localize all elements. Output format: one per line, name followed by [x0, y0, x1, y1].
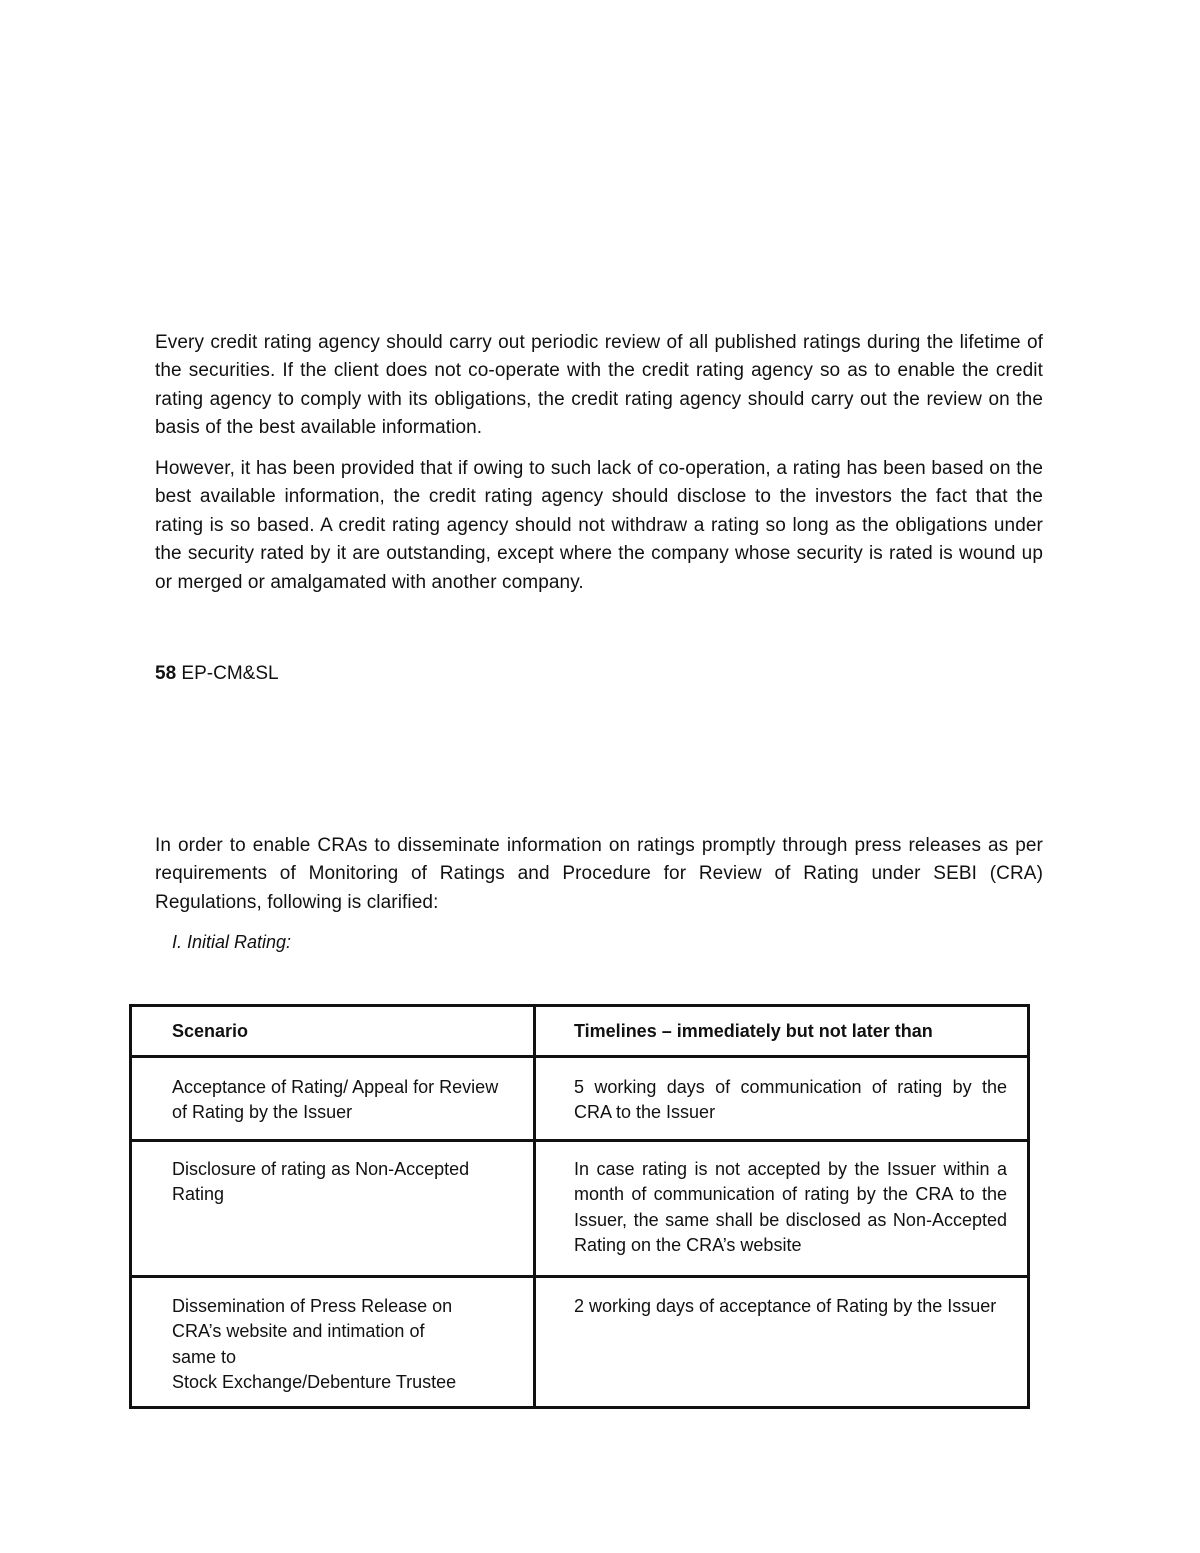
timeline-table — [129, 1004, 1030, 1409]
course-code: EP-CM&SL — [181, 663, 279, 684]
paragraph-periodic-review: Every credit rating agency should carry out periodic review of all published ratings during the lifetime of the securities. If the client does not co-operate with the credit rating agency so as to enable the credit rating agency to comply with its obligations, the credit rating agency should carry out the review on the basis of the best available information. — [155, 332, 1043, 439]
table-row — [131, 1276, 1029, 1407]
scenario-line: Stock Exchange/Debenture Trustee — [172, 1372, 457, 1392]
page-number: 58 — [155, 663, 177, 684]
section-subheading: I. Initial Rating: — [172, 932, 292, 952]
scenario-line: same to — [172, 1346, 237, 1367]
table-header-scenario: Scenario — [131, 1006, 535, 1057]
table-cell-timeline: In case rating is not accepted by the Issuer within a month of communication of rating by the CRA to the Issuer, the same shall be disclosed as Non-Accepted Rating on the CRA’s website — [535, 1140, 1029, 1276]
table-header-row — [131, 1006, 1029, 1057]
paragraph-press-release-intro: In order to enable CRAs to disseminate information on ratings promptly through press releases as per requirements of Monitoring of Ratings and Procedure for Review of Rating under SEBI (CRA) Regulations, following is clarified: — [155, 835, 1043, 913]
scenario-line: CRA’s website and intimation of — [172, 1321, 425, 1341]
table-cell-timeline: 5 working days of communication of rating by the CRA to the Issuer — [535, 1056, 1029, 1140]
scenario-line: Dissemination of Press Release on — [172, 1295, 453, 1316]
table-cell-scenario: Disclosure of rating as Non-Accepted Rating — [131, 1140, 535, 1276]
table-header-timelines: Timelines – immediately but not later than — [535, 1006, 1029, 1057]
table-cell-scenario: Acceptance of Rating/ Appeal for Review of Rating by the Issuer — [131, 1056, 535, 1140]
table-row — [131, 1056, 1029, 1140]
table-row — [131, 1140, 1029, 1276]
page-footer — [155, 660, 279, 688]
table-cell-timeline: 2 working days of acceptance of Rating by the Issuer — [535, 1276, 1029, 1407]
table-cell-scenario — [131, 1276, 535, 1407]
paragraph-lack-of-cooperation: However, it has been provided that if owing to such lack of co-operation, a rating has been based on the best available information, the credit rating agency should disclose to the investors the fact that the rating is so based. A credit rating agency should not withdraw a rating so long as the obligations under the security rated by it are outstanding, except where the company whose security is rated is wound up or merged or amalgamated with another company. — [155, 458, 1043, 593]
